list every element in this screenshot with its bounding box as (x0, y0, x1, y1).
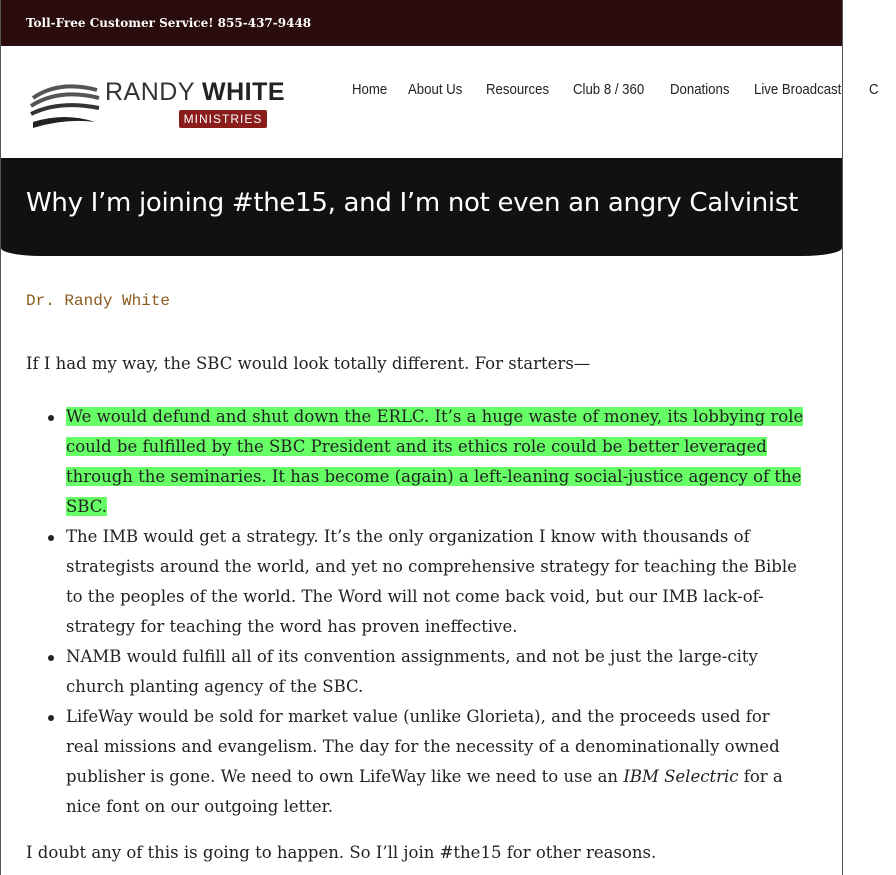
emphasis-text: IBM Selectric (623, 767, 739, 786)
nav-resources[interactable]: Resources (485, 81, 549, 98)
intro-paragraph: If I had my way, the SBC would look totally different. For starters— (26, 354, 591, 373)
post-author[interactable]: Dr. Randy White (26, 292, 171, 310)
nav-club-8-360[interactable]: Club 8 / 360 (573, 81, 645, 98)
list-item-text: The IMB would get a strategy. It’s the only organization I know with thousands of strategists around the world, and yet no comprehensive strategy for teaching the Bible to the peoples of the world. The Word will not come back void, but our IMB lack-of-strategy for teaching the word has proven ineffective. (66, 527, 797, 636)
nav-home[interactable]: Home (352, 81, 388, 98)
bullet-icon (48, 655, 54, 661)
logo-text: RANDY WHITE (105, 78, 286, 106)
list-item (26, 402, 806, 522)
list-item-text: NAMB would fulfill all of its convention assignments, and not be just the large-city church planting agency of the SBC. (66, 647, 758, 696)
outro-paragraph: I doubt any of this is going to happen. So I’ll join #the15 for other reasons. (26, 843, 657, 862)
site-logo[interactable] (29, 76, 286, 132)
nav-contact-truncated[interactable]: C (869, 81, 879, 98)
list-item (26, 642, 806, 702)
main-nav (352, 81, 896, 98)
bullet-icon (48, 535, 54, 541)
bullet-icon (48, 715, 54, 721)
list-item (26, 702, 806, 822)
nav-donations[interactable]: Donations (670, 81, 730, 98)
list-item (26, 522, 806, 642)
customer-service-text: Toll-Free Customer Service! 855-437-9448 (26, 16, 312, 30)
bullet-icon (48, 415, 54, 421)
post-title-bar (1, 158, 842, 256)
proposal-list (26, 402, 806, 822)
list-item-text: LifeWay would be sold for market value (unlike Glorieta), and the proceeds used for real missions and evangelism. The day for the necessity of a denominationally owned publisher is gone. We need to own LifeWay like we need to use an IBM Selectric for a nice font on our outgoing letter. (66, 707, 783, 816)
nav-live-broadcast[interactable]: Live Broadcast (753, 81, 842, 98)
top-bar (1, 0, 842, 46)
nav-about-us[interactable]: About Us (408, 81, 463, 98)
site-header (1, 46, 879, 158)
post-title: Why I’m joining #the15, and I’m not even an angry Calvinist (26, 188, 798, 218)
logo-ministries-badge: MINISTRIES (179, 110, 267, 128)
highlighted-text: We would defund and shut down the ERLC. It’s a huge waste of money, its lobbying role could be fulfilled by the SBC President and its ethics role could be better leveraged through the seminaries. It has become (again) a left-leaning social-justice agency of the SBC. (66, 407, 804, 516)
open-book-icon (29, 78, 101, 128)
